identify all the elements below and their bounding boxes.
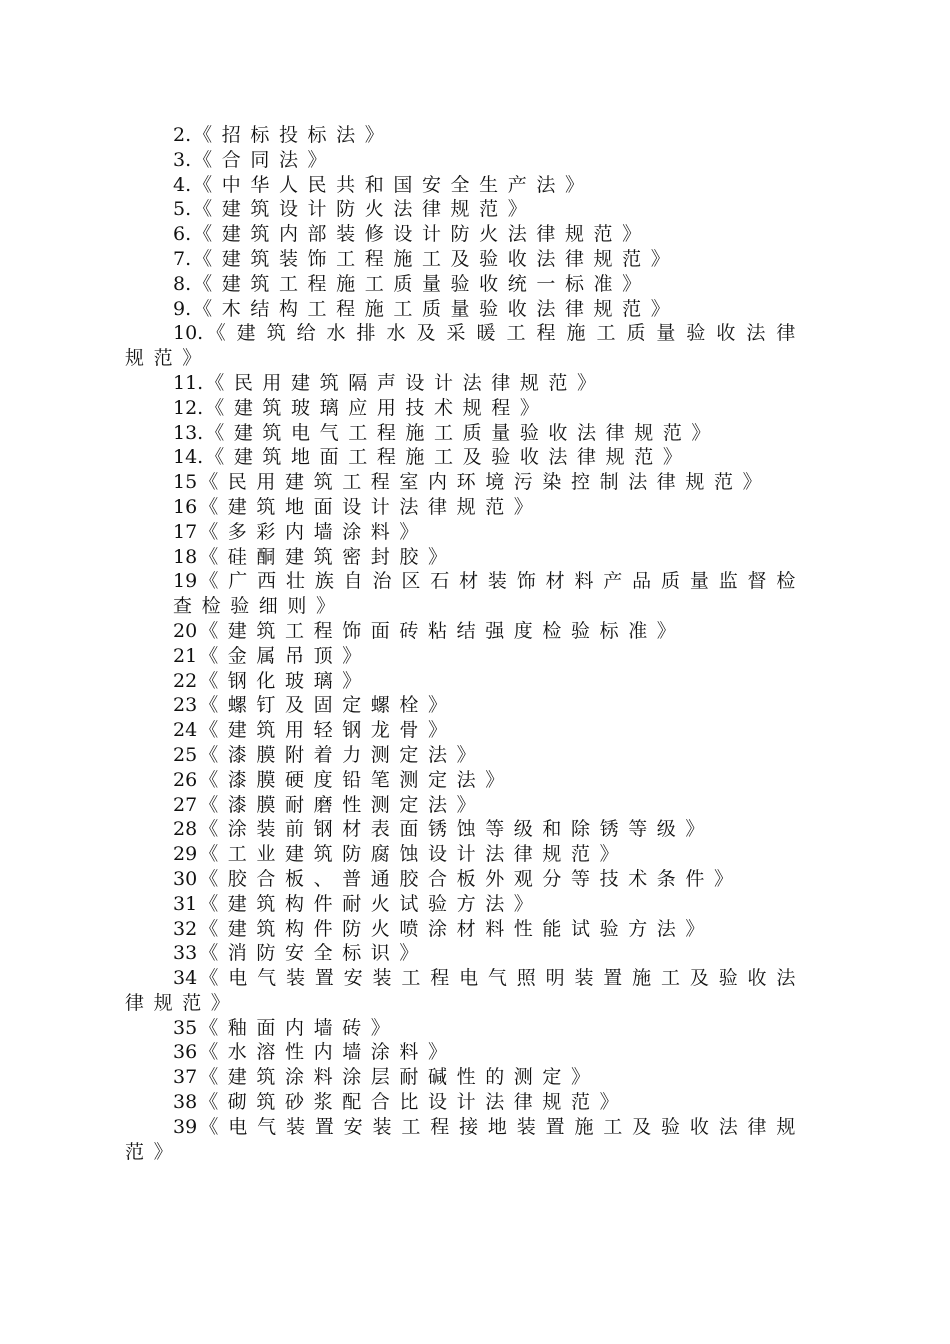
item-number: 26 (173, 768, 198, 791)
item-title: 《胶合板、普通胶合板外观分等技术条件》 (199, 867, 743, 890)
list-item (125, 892, 805, 917)
item-title: 《民用建筑工程室内环境污染控制法律规范》 (199, 471, 772, 494)
item-title: 《建筑给水排水及采暖工程施工质量验收法律规范》 (125, 322, 805, 370)
list-item (125, 396, 805, 421)
item-number: 29 (173, 843, 198, 866)
list-item (125, 470, 805, 495)
list-item (125, 817, 805, 842)
item-title: 《水溶性内墙涂料》 (199, 1041, 457, 1064)
item-title: 《建筑内部装修设计防火法律规范》 (193, 223, 651, 246)
list-item (125, 421, 805, 446)
list-item (125, 718, 805, 743)
item-number: 27 (173, 793, 198, 816)
list-item (125, 693, 805, 718)
item-title: 《建筑涂料涂层耐碱性的测定》 (199, 1066, 600, 1089)
item-number: 20 (173, 619, 198, 642)
item-title: 《建筑地面设计法律规范》 (199, 495, 543, 518)
list-item (125, 495, 805, 520)
item-title: 《电气装置安装工程接地装置施工及验收法律规范》 (125, 1115, 805, 1163)
item-number: 24 (173, 719, 198, 742)
item-number: 10. (173, 322, 204, 345)
list-item (125, 793, 805, 818)
item-number: 38 (173, 1091, 198, 1114)
item-number: 22 (173, 669, 198, 692)
list-item (125, 941, 805, 966)
list-item (125, 222, 805, 247)
item-title: 《漆膜硬度铅笔测定法》 (199, 768, 514, 791)
item-number: 14. (173, 446, 204, 469)
list-item (125, 520, 805, 545)
item-number: 35 (173, 1016, 198, 1039)
item-number: 2. (173, 124, 192, 146)
item-title: 《消防安全标识》 (199, 942, 428, 965)
list-item (125, 297, 805, 322)
item-title: 《民用建筑隔声设计法律规范》 (205, 371, 606, 394)
list-item (125, 371, 805, 396)
item-title: 《工业建筑防腐蚀设计法律规范》 (199, 843, 629, 866)
list-item (125, 1016, 805, 1041)
item-title: 《多彩内墙涂料》 (199, 520, 428, 543)
item-number: 28 (173, 818, 198, 841)
item-title: 《漆膜耐磨性测定法》 (199, 793, 486, 816)
item-number: 3. (173, 148, 192, 171)
list-item (125, 966, 805, 1016)
list-item (125, 768, 805, 793)
item-number: 16 (173, 495, 198, 518)
item-title: 《砌筑砂浆配合比设计法律规范》 (199, 1091, 629, 1114)
item-number: 39 (173, 1115, 198, 1138)
list-item (125, 321, 805, 371)
item-number: 36 (173, 1041, 198, 1064)
item-number: 8. (173, 272, 192, 295)
list-item (125, 445, 805, 470)
item-number: 15 (173, 471, 198, 494)
item-title: 《螺钉及固定螺栓》 (199, 694, 457, 717)
item-title: 《釉面内墙砖》 (199, 1016, 400, 1039)
item-number: 19 (173, 570, 198, 593)
list-item (125, 545, 805, 570)
item-title: 《建筑电气工程施工质量验收法律规范》 (205, 421, 721, 444)
item-number: 33 (173, 942, 198, 965)
item-number: 5. (173, 198, 192, 221)
list-item (125, 743, 805, 768)
list-item (125, 123, 805, 148)
list-item (125, 569, 805, 619)
item-number: 23 (173, 694, 198, 717)
item-title: 《钢化玻璃》 (199, 669, 371, 692)
item-number: 21 (173, 644, 198, 667)
item-title: 《建筑工程饰面砖粘结强度检验标准》 (199, 619, 686, 642)
item-title: 《招标投标法》 (193, 124, 394, 146)
item-number: 30 (173, 867, 198, 890)
item-title: 《建筑装饰工程施工及验收法律规范》 (193, 247, 680, 270)
item-title: 《合同法》 (193, 148, 337, 171)
list-item (125, 1090, 805, 1115)
item-title: 《漆膜附着力测定法》 (199, 743, 486, 766)
list-item (125, 669, 805, 694)
item-title: 《建筑用轻钢龙骨》 (199, 719, 457, 742)
list-item (125, 1040, 805, 1065)
standards-list (125, 123, 805, 1164)
list-item (125, 867, 775, 892)
item-number: 18 (173, 545, 198, 568)
item-title: 《建筑构件耐火试验方法》 (199, 892, 543, 915)
list-item (125, 619, 805, 644)
list-item (125, 842, 805, 867)
item-number: 37 (173, 1066, 198, 1089)
item-title: 《金属吊顶》 (199, 644, 371, 667)
item-number: 6. (173, 223, 192, 246)
item-title: 《建筑地面工程施工及验收法律规范》 (205, 446, 692, 469)
list-item (125, 173, 805, 198)
item-number: 32 (173, 917, 198, 940)
list-item (125, 197, 805, 222)
item-number: 25 (173, 743, 198, 766)
item-number: 13. (173, 421, 204, 444)
item-title: 《电气装置安装工程电气照明装置施工及验收法律规范》 (125, 967, 805, 1014)
list-item (125, 272, 805, 297)
item-number: 34 (173, 967, 198, 990)
item-title: 《建筑工程施工质量验收统一标准》 (193, 272, 651, 295)
item-number: 12. (173, 396, 204, 419)
list-item (125, 1065, 805, 1090)
item-number: 31 (173, 892, 198, 915)
item-title: 《建筑玻璃应用技术规程》 (205, 396, 549, 419)
item-title: 《建筑构件防火喷涂材料性能试验方法》 (199, 917, 714, 940)
item-title: 《硅酮建筑密封胶》 (199, 545, 457, 568)
item-number: 7. (173, 247, 192, 270)
item-number: 4. (173, 173, 192, 196)
item-number: 11. (173, 371, 204, 394)
list-item (125, 1115, 805, 1165)
list-item (125, 247, 805, 272)
item-title: 《木结构工程施工质量验收法律规范》 (193, 297, 680, 320)
item-title: 《中华人民共和国安全生产法》 (193, 173, 594, 196)
item-title: 《涂装前钢材表面锈蚀等级和除锈等级》 (199, 818, 714, 841)
list-item (125, 148, 805, 173)
list-item (125, 644, 805, 669)
list-item (125, 917, 805, 942)
item-number: 9. (173, 297, 192, 320)
item-number: 17 (173, 520, 198, 543)
item-title: 《建筑设计防火法律规范》 (193, 198, 537, 221)
item-title: 《广西壮族自治区石材装饰材料产品质量监督检查检验细则》 (173, 570, 805, 618)
